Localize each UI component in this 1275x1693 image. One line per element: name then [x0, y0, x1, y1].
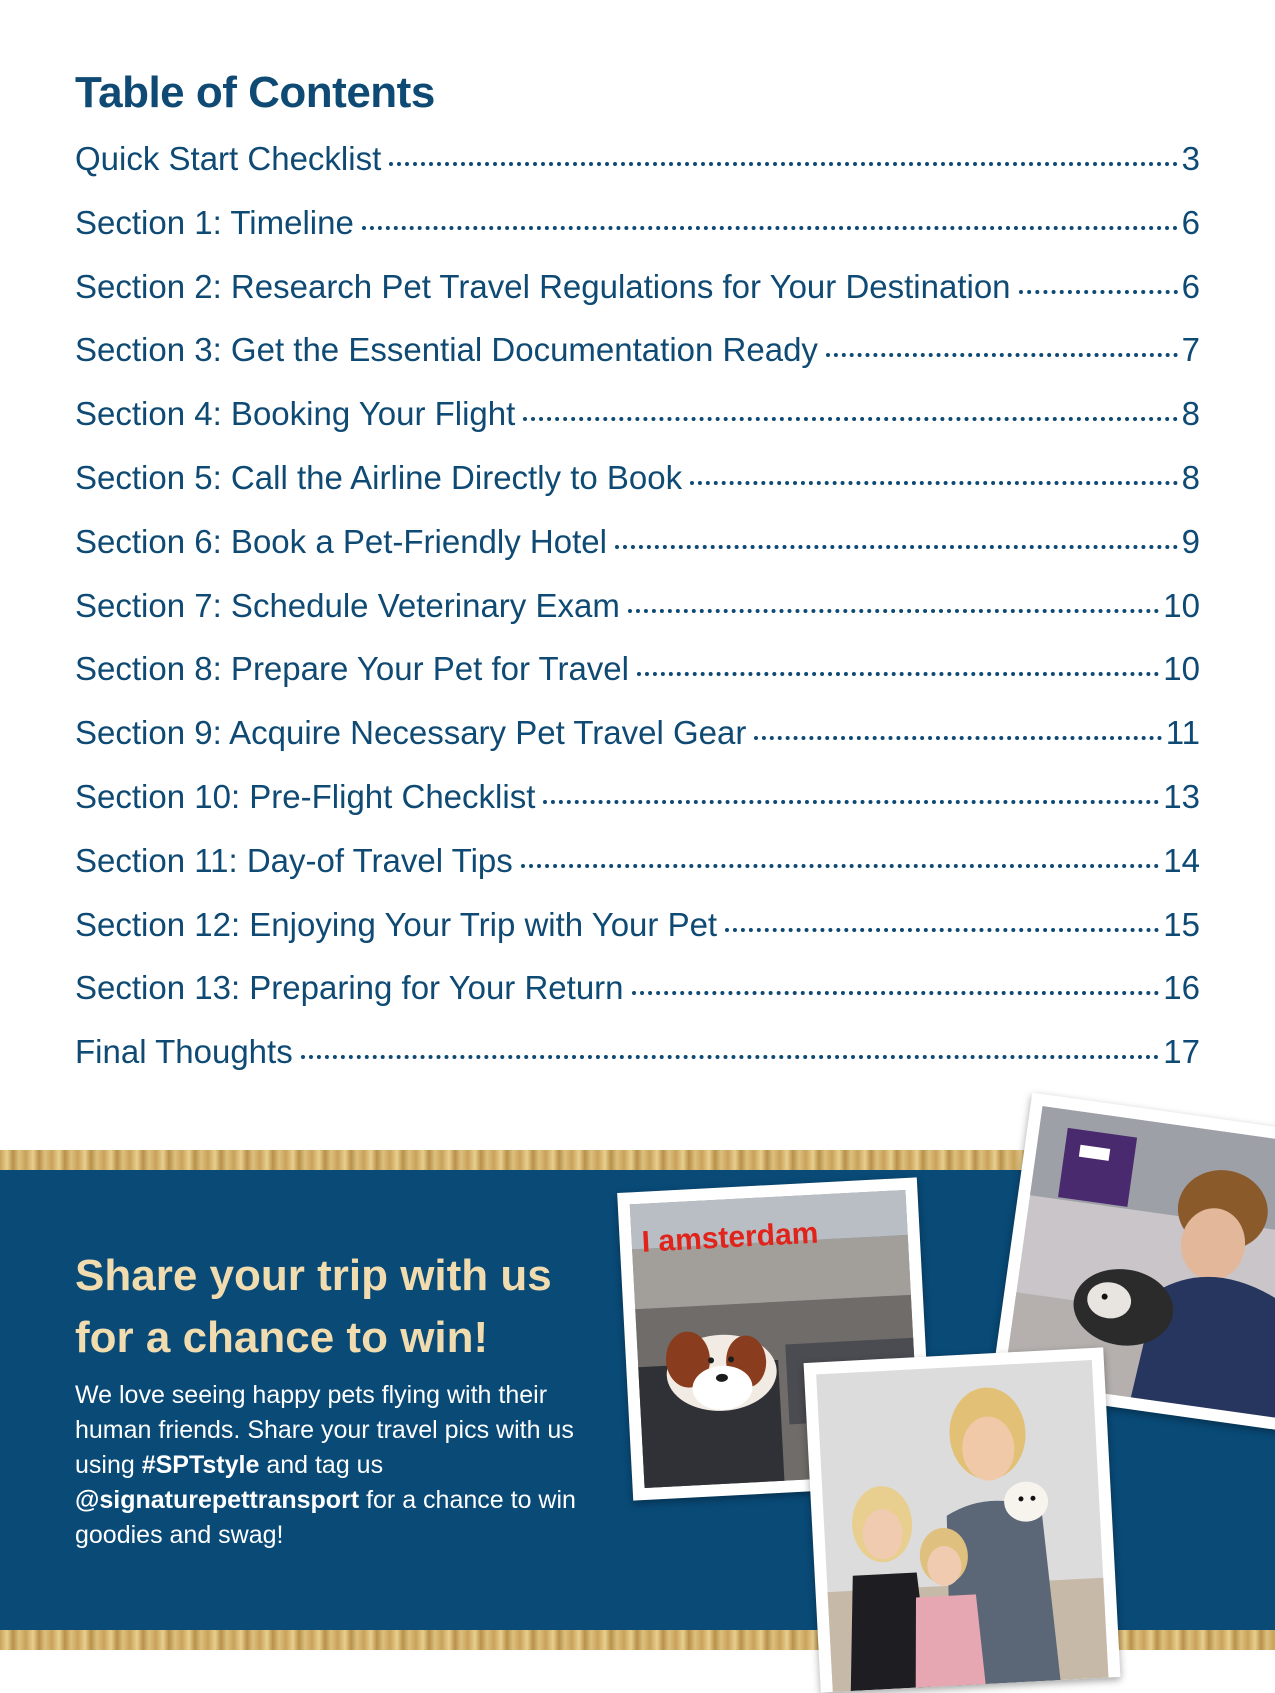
dot-leader: [725, 928, 1159, 932]
toc-entry-section-1[interactable]: [75, 204, 1200, 268]
photo-family-with-dog-image: [804, 1347, 1121, 1692]
promo-body-text-2: and tag us: [259, 1451, 384, 1479]
dot-leader: [826, 353, 1178, 357]
dot-leader: [389, 162, 1177, 166]
toc-entry-section-12[interactable]: [75, 906, 1200, 970]
dot-leader: [521, 864, 1160, 868]
toc-entry-page: 10: [1163, 650, 1200, 688]
dot-leader: [754, 736, 1161, 740]
promo-body: [75, 1378, 595, 1553]
toc-entry-label: Section 6: Book a Pet-Friendly Hotel: [75, 522, 607, 560]
dot-leader: [690, 481, 1178, 485]
toc-entry-page: 7: [1181, 331, 1200, 369]
toc-entry-label: Section 10: Pre-Flight Checklist: [75, 777, 536, 815]
promo-heading: Share your trip with us for a chance to win!: [75, 1251, 552, 1362]
toc-entry-page: 13: [1163, 777, 1200, 815]
toc-entry-quick-start[interactable]: [75, 140, 1200, 204]
toc-entry-section-10[interactable]: [75, 778, 1200, 842]
dot-leader: [632, 991, 1160, 995]
toc-entry-label: Section 11: Day-of Travel Tips: [75, 841, 513, 879]
toc-entry-label: Final Thoughts: [75, 1033, 293, 1071]
toc-entry-label: Section 8: Prepare Your Pet for Travel: [75, 650, 629, 688]
toc-entry-page: 8: [1181, 458, 1200, 496]
toc-entry-section-7[interactable]: [75, 587, 1200, 651]
toc-entry-page: 17: [1163, 1033, 1200, 1071]
dot-leader: [615, 545, 1178, 549]
toc-entry-section-5[interactable]: [75, 459, 1200, 523]
toc-entry-label: Quick Start Checklist: [75, 140, 382, 177]
toc-entry-section-13[interactable]: [75, 969, 1200, 1033]
dot-leader: [543, 800, 1159, 804]
toc-entry-page: 16: [1163, 969, 1200, 1007]
toc-entry-section-9[interactable]: [75, 714, 1200, 778]
promo-handle[interactable]: @signaturepettransport: [75, 1486, 360, 1514]
promo-body-text-3: for a chance to win goodies and swag!: [75, 1486, 576, 1549]
promo-body-text-1: We love seeing happy pets flying with their human friends. Share your travel pics with us using: [75, 1381, 574, 1479]
toc-entry-page: 3: [1181, 140, 1200, 177]
toc-list: [75, 140, 1200, 1097]
photo-family-with-dog: [804, 1347, 1121, 1692]
toc-entry-page: 6: [1181, 267, 1200, 305]
toc-entry-label: Section 3: Get the Essential Documentation Ready: [75, 331, 818, 369]
toc-entry-page: 9: [1181, 522, 1200, 560]
toc-entry-label: Section 2: Research Pet Travel Regulations for Your Destination: [75, 267, 1011, 305]
toc-entry-page: 15: [1163, 905, 1200, 943]
dot-leader: [1019, 290, 1178, 294]
toc-entry-label: Section 1: Timeline: [75, 203, 354, 241]
dot-leader: [362, 226, 1178, 230]
toc-entry-section-6[interactable]: [75, 523, 1200, 587]
dot-leader: [301, 1055, 1160, 1059]
toc-entry-final-thoughts[interactable]: [75, 1033, 1200, 1097]
dot-leader: [523, 417, 1177, 421]
promo-hashtag[interactable]: #SPTstyle: [141, 1451, 260, 1479]
toc-entry-section-11[interactable]: [75, 842, 1200, 906]
toc-entry-label: Section 5: Call the Airline Directly to Book: [75, 458, 683, 496]
toc-entry-section-3[interactable]: [75, 331, 1200, 395]
toc-entry-page: 11: [1165, 714, 1200, 752]
toc-entry-page: 6: [1181, 203, 1200, 241]
toc-entry-label: Section 12: Enjoying Your Trip with Your Pet: [75, 905, 718, 943]
toc-entry-label: Section 7: Schedule Veterinary Exam: [75, 586, 620, 624]
photo-sign-text: I amsterdam: [640, 1216, 820, 1259]
dot-leader: [628, 609, 1159, 613]
toc-entry-section-8[interactable]: [75, 650, 1200, 714]
dot-leader: [637, 672, 1159, 676]
toc-entry-page: 10: [1163, 586, 1200, 624]
toc-entry-page: 8: [1181, 395, 1200, 433]
toc-entry-page: 14: [1163, 841, 1200, 879]
toc-entry-section-2[interactable]: [75, 268, 1200, 332]
toc-title: Table of Contents: [75, 68, 435, 117]
toc-entry-section-4[interactable]: [75, 395, 1200, 459]
toc-entry-label: Section 9: Acquire Necessary Pet Travel Gear: [75, 714, 747, 752]
toc-entry-label: Section 13: Preparing for Your Return: [75, 969, 624, 1007]
toc-entry-label: Section 4: Booking Your Flight: [75, 395, 516, 433]
